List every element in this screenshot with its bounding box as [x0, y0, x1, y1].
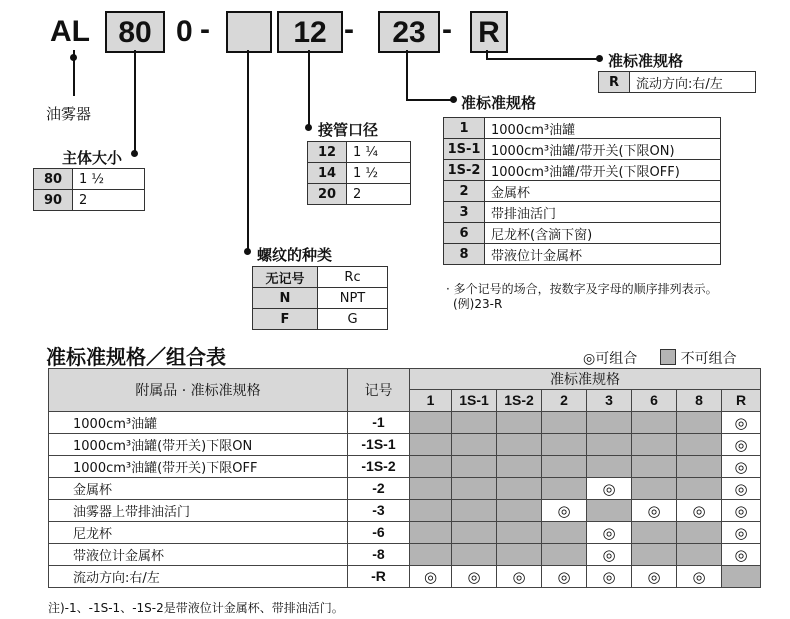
combinable-cell: ◎ — [632, 566, 677, 588]
leader-dot-option — [450, 96, 457, 103]
leader-dot-suffix — [596, 55, 603, 62]
not-combinable-cell — [497, 544, 542, 566]
table-row — [49, 500, 761, 522]
not-combinable-cell — [632, 456, 677, 478]
not-combinable-cell — [632, 522, 677, 544]
not-combinable-cell — [452, 456, 497, 478]
option-value: 1000cm³油罐 — [485, 118, 721, 139]
table-row — [49, 456, 761, 478]
thread-table — [252, 266, 388, 330]
combinable-cell: ◎ — [452, 566, 497, 588]
combinable-cell: ◎ — [722, 434, 761, 456]
option-code: 8 — [444, 244, 485, 265]
leader-dot-port — [305, 124, 312, 131]
not-combinable-cell — [587, 456, 632, 478]
table-row — [444, 139, 721, 160]
combinable-cell: ◎ — [587, 522, 632, 544]
r-table — [598, 71, 756, 93]
not-combinable-cell — [542, 522, 587, 544]
not-combinable-cell — [542, 544, 587, 566]
port-value: 2 — [347, 184, 411, 205]
combinable-cell: ◎ — [632, 500, 677, 522]
table-row — [308, 142, 411, 163]
table-row — [253, 309, 388, 330]
not-combinable-cell — [410, 544, 452, 566]
not-combinable-cell — [497, 500, 542, 522]
header-code: 记号 — [348, 369, 410, 412]
row-name: 流动方向:右/左 — [49, 566, 348, 588]
row-code: -1S-1 — [348, 434, 410, 456]
combo-table — [48, 368, 761, 588]
port-value: 1 ½ — [347, 163, 411, 184]
not-combinable-cell — [587, 500, 632, 522]
option-code: 1S-1 — [444, 139, 485, 160]
not-combinable-cell — [410, 500, 452, 522]
not-combinable-cell — [722, 566, 761, 588]
table-row — [49, 544, 761, 566]
port-value: 1 ¼ — [347, 142, 411, 163]
table-row — [49, 434, 761, 456]
port-code: 20 — [308, 184, 347, 205]
code-zero: 0 — [176, 15, 193, 48]
leader-dot-size — [131, 150, 138, 157]
row-code: -1S-2 — [348, 456, 410, 478]
not-combinable-cell — [677, 522, 722, 544]
table-row — [444, 160, 721, 181]
combinable-cell: ◎ — [677, 566, 722, 588]
body-size-table — [33, 168, 145, 211]
row-name: 1000cm³油罐(带开关)下限OFF — [49, 456, 348, 478]
code-size-box: 80 — [105, 11, 165, 53]
table-row — [444, 202, 721, 223]
table-row — [444, 223, 721, 244]
combinable-cell: ◎ — [722, 544, 761, 566]
label-port-size: 接管口径 — [318, 121, 379, 139]
leader-thread — [247, 50, 249, 252]
leader-option-h — [406, 99, 452, 101]
not-combinable-cell — [410, 434, 452, 456]
row-name: 尼龙杯 — [49, 522, 348, 544]
not-combinable-cell — [410, 456, 452, 478]
not-combinable-cell — [452, 478, 497, 500]
leader-size — [134, 50, 136, 156]
combinable-cell: ◎ — [722, 456, 761, 478]
option-note: · 多个记号的场合，按数字及字母的顺序排列表示。 — [446, 282, 718, 296]
thread-code: 无记号 — [253, 267, 318, 288]
col-header: 1S-2 — [497, 390, 542, 412]
option-code: 1S-2 — [444, 160, 485, 181]
table-row — [49, 412, 761, 434]
thread-code: F — [253, 309, 318, 330]
option-code: 6 — [444, 223, 485, 244]
combinable-cell: ◎ — [587, 544, 632, 566]
combinable-cell: ◎ — [542, 500, 587, 522]
table-row — [308, 184, 411, 205]
code-dash-1: - — [200, 13, 210, 46]
option-value: 1000cm³油罐/带开关(下限OFF) — [485, 160, 721, 181]
not-combinable-cell — [677, 434, 722, 456]
table-row — [599, 72, 756, 93]
row-code: -2 — [348, 478, 410, 500]
code-suffix-box: R — [470, 11, 508, 53]
footnote: 注)-1、-1S-1、-1S-2是带液位计金属杯、带排油活门。 — [48, 601, 344, 615]
leader-dot-thread — [244, 248, 251, 255]
combinable-cell: ◎ — [497, 566, 542, 588]
col-header: 2 — [542, 390, 587, 412]
table-row — [444, 118, 721, 139]
row-name: 1000cm³油罐 — [49, 412, 348, 434]
size-code: 80 — [34, 169, 73, 190]
row-name: 油雾器上带排油活门 — [49, 500, 348, 522]
not-combinable-cell — [632, 478, 677, 500]
not-combinable-cell — [452, 434, 497, 456]
option-code: 1 — [444, 118, 485, 139]
label-thread-type: 螺纹的种类 — [257, 246, 333, 264]
not-combinable-cell — [542, 412, 587, 434]
table-row — [444, 244, 721, 265]
not-combinable-cell — [452, 500, 497, 522]
row-name: 1000cm³油罐(带开关)下限ON — [49, 434, 348, 456]
not-combinable-cell — [542, 478, 587, 500]
not-combinable-cell — [410, 522, 452, 544]
not-combinable-cell — [497, 456, 542, 478]
row-code: -3 — [348, 500, 410, 522]
size-value: 2 — [73, 190, 145, 211]
row-code: -6 — [348, 522, 410, 544]
table-row — [49, 478, 761, 500]
code-port-box: 12 — [277, 11, 343, 53]
col-header: 8 — [677, 390, 722, 412]
combinable-cell: ◎ — [722, 412, 761, 434]
port-code: 12 — [308, 142, 347, 163]
option-value: 带排油活门 — [485, 202, 721, 223]
row-name: 金属杯 — [49, 478, 348, 500]
label-std-spec-r: 准标准规格 — [608, 52, 684, 70]
legend-ok: ◎可组合 — [583, 351, 638, 367]
not-combinable-cell — [542, 456, 587, 478]
combinable-cell: ◎ — [410, 566, 452, 588]
header-item: 附属品 · 准标准规格 — [49, 369, 348, 412]
not-combinable-cell — [452, 522, 497, 544]
not-combinable-cell — [497, 522, 542, 544]
leader-suffix-h — [486, 58, 598, 60]
not-combinable-cell — [497, 434, 542, 456]
combinable-cell: ◎ — [677, 500, 722, 522]
table-row — [444, 181, 721, 202]
option-value: 金属杯 — [485, 181, 721, 202]
thread-value: Rc — [318, 267, 388, 288]
label-mist-lubricator: 油雾器 — [46, 105, 92, 123]
not-combinable-cell — [587, 412, 632, 434]
option-value: 带液位计金属杯 — [485, 244, 721, 265]
header-spec: 准标准规格 — [410, 369, 761, 390]
combo-header-row — [49, 369, 761, 390]
port-size-table — [307, 141, 411, 205]
code-prefix: AL — [50, 15, 90, 48]
col-header: 3 — [587, 390, 632, 412]
combinable-cell: ◎ — [722, 522, 761, 544]
label-std-spec-option: 准标准规格 — [461, 94, 537, 112]
thread-value: NPT — [318, 288, 388, 309]
r-value: 流动方向:右/左 — [630, 72, 756, 93]
combinable-cell: ◎ — [722, 500, 761, 522]
thread-code: N — [253, 288, 318, 309]
table-row — [253, 267, 388, 288]
combinable-cell: ◎ — [542, 566, 587, 588]
not-combinable-cell — [677, 478, 722, 500]
port-code: 14 — [308, 163, 347, 184]
not-combinable-cell — [410, 412, 452, 434]
table-row — [49, 566, 761, 588]
option-value: 1000cm³油罐/带开关(下限ON) — [485, 139, 721, 160]
combinable-cell: ◎ — [587, 478, 632, 500]
row-code: -1 — [348, 412, 410, 434]
option-code: 3 — [444, 202, 485, 223]
col-header: R — [722, 390, 761, 412]
thread-value: G — [318, 309, 388, 330]
legend — [583, 348, 737, 368]
code-option-box: 23 — [378, 11, 440, 53]
option-code: 2 — [444, 181, 485, 202]
not-combinable-cell — [632, 544, 677, 566]
row-name: 带液位计金属杯 — [49, 544, 348, 566]
not-combinable-cell — [677, 456, 722, 478]
col-header: 1S-1 — [452, 390, 497, 412]
col-header: 6 — [632, 390, 677, 412]
table-row — [34, 169, 145, 190]
row-code: -8 — [348, 544, 410, 566]
col-header: 1 — [410, 390, 452, 412]
leader-port — [308, 50, 310, 128]
table-row — [49, 522, 761, 544]
code-dash-2: - — [344, 13, 354, 46]
not-combinable-cell — [410, 478, 452, 500]
table-row — [308, 163, 411, 184]
option-value: 尼龙杯(含滴下窗) — [485, 223, 721, 244]
not-combinable-cell — [497, 478, 542, 500]
code-dash-3: - — [442, 13, 452, 46]
size-code: 90 — [34, 190, 73, 211]
legend-ng: 不可组合 — [680, 351, 737, 367]
not-combinable-cell — [632, 412, 677, 434]
not-combinable-cell — [587, 434, 632, 456]
leader-option — [406, 50, 408, 101]
combinable-cell: ◎ — [587, 566, 632, 588]
not-combinable-cell — [497, 412, 542, 434]
leader-dot-prefix — [70, 54, 77, 61]
not-combinable-cell — [452, 544, 497, 566]
table-row — [34, 190, 145, 211]
code-thread-box — [226, 11, 272, 53]
not-combinable-cell — [452, 412, 497, 434]
row-code: -R — [348, 566, 410, 588]
combo-title: 准标准规格／组合表 — [46, 345, 226, 369]
size-value: 1 ½ — [73, 169, 145, 190]
not-combinable-cell — [632, 434, 677, 456]
not-combinable-cell — [542, 434, 587, 456]
table-row — [253, 288, 388, 309]
combinable-cell: ◎ — [722, 478, 761, 500]
option-table — [443, 117, 721, 265]
legend-ng-swatch — [660, 349, 676, 365]
label-body-size: 主体大小 — [62, 149, 123, 167]
option-example: (例)23-R — [453, 297, 503, 311]
not-combinable-cell — [677, 544, 722, 566]
not-combinable-cell — [677, 412, 722, 434]
r-code: R — [599, 72, 630, 93]
